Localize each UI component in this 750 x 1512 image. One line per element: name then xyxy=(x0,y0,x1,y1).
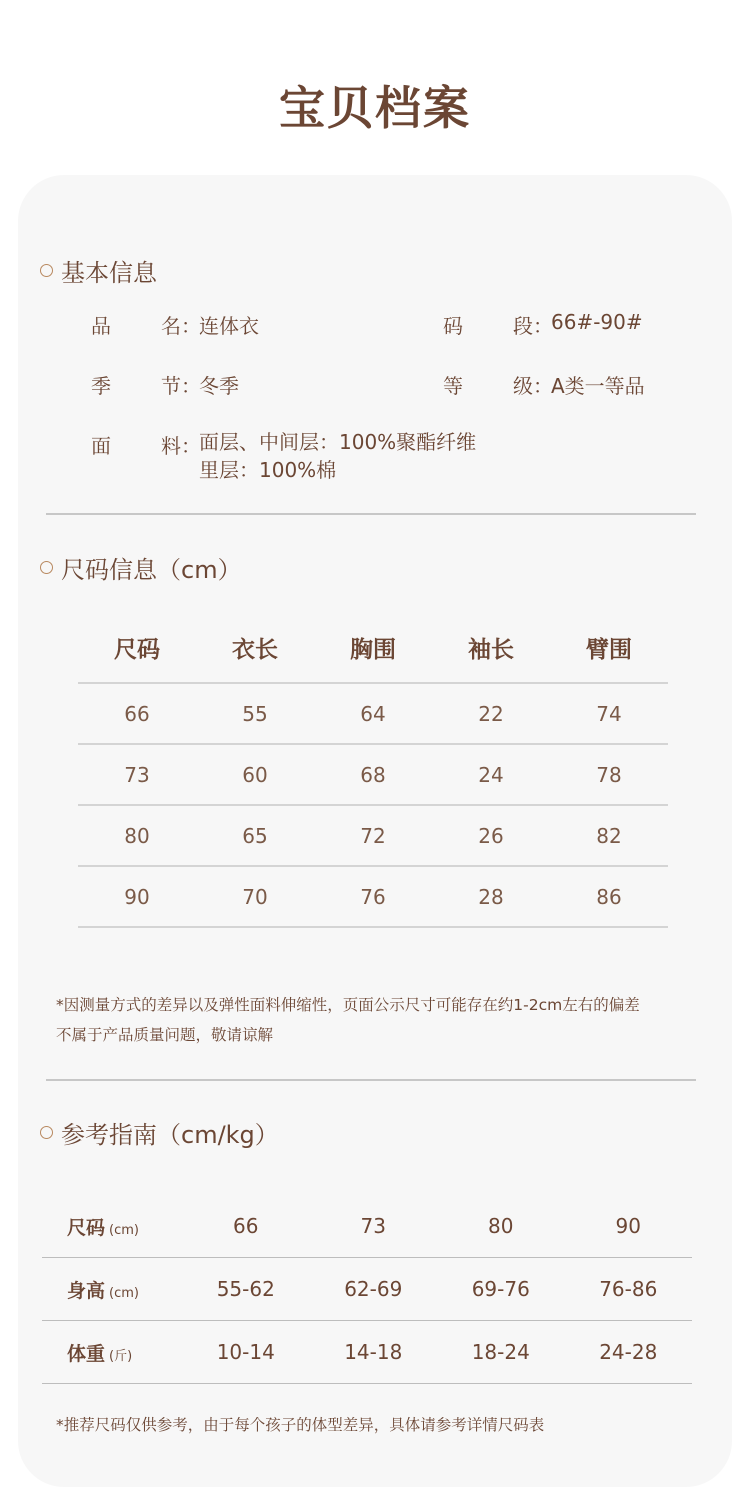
table-cell: 74 xyxy=(596,701,622,726)
page-title: 宝贝档案 xyxy=(279,81,471,135)
table-cell: 65 xyxy=(242,823,268,848)
table-cell: 80 xyxy=(124,823,150,848)
table-row xyxy=(42,1258,692,1321)
size-table xyxy=(78,612,668,928)
material-line-2: 里层：100%棉 xyxy=(199,458,337,482)
table-cell: 78 xyxy=(596,762,622,787)
header-cell: 臂围 xyxy=(586,636,632,663)
table-cell: 82 xyxy=(596,823,622,848)
table-cell: 80 xyxy=(488,1214,514,1238)
table-row xyxy=(42,1195,692,1258)
circle-bullet-icon xyxy=(40,561,53,574)
size-note-line-1: *因测量方式的差异以及弹性面料伸缩性，页面公示尺寸可能存在约1-2cm左右的偏差 xyxy=(56,996,640,1014)
table-cell: 22 xyxy=(478,701,504,726)
table-cell: 73 xyxy=(360,1214,386,1238)
info-row-name xyxy=(91,310,259,339)
info-label: 品 名： xyxy=(91,314,201,338)
table-cell: 66 xyxy=(233,1214,259,1238)
basic-info-heading xyxy=(40,253,157,288)
size-note xyxy=(56,990,640,1050)
table-cell: 60 xyxy=(242,762,268,787)
table-cell: 14-18 xyxy=(344,1340,403,1364)
product-profile-card xyxy=(18,175,732,1487)
table-cell: 76-86 xyxy=(599,1277,658,1301)
table-cell: 64 xyxy=(360,701,386,726)
size-note-line-2: 不属于产品质量问题，敬请谅解 xyxy=(56,1026,274,1044)
info-label: 季 节： xyxy=(91,374,201,398)
info-row-season xyxy=(91,370,239,399)
circle-bullet-icon xyxy=(40,264,53,277)
table-cell: 68 xyxy=(360,762,386,787)
table-cell: 28 xyxy=(478,884,504,909)
info-row-grade xyxy=(443,370,645,399)
material-line-1: 面层、中间层：100%聚酯纤维 xyxy=(199,430,477,454)
table-cell: 24-28 xyxy=(599,1340,658,1364)
table-cell: 90 xyxy=(615,1214,641,1238)
header-cell: 尺码 xyxy=(114,636,160,663)
table-cell: 69-76 xyxy=(471,1277,530,1301)
info-value: 66#-90# xyxy=(551,310,643,334)
reference-table xyxy=(42,1195,692,1384)
table-cell: 10-14 xyxy=(216,1340,275,1364)
header-cell: 衣长 xyxy=(232,636,278,663)
size-info-title: 尺码信息（cm） xyxy=(61,556,242,584)
guide-title: 参考指南（cm/kg） xyxy=(61,1121,279,1149)
table-cell: 90 xyxy=(124,884,150,909)
table-cell: 72 xyxy=(360,823,386,848)
table-cell: 73 xyxy=(124,762,150,787)
guide-note: *推荐尺码仅供参考，由于每个孩子的体型差异，具体请参考详情尺码表 xyxy=(56,1416,545,1434)
row-header: 尺码 (cm) xyxy=(67,1216,139,1239)
row-header: 身高 (cm) xyxy=(67,1279,139,1302)
info-label: 面 料： xyxy=(91,434,201,458)
circle-bullet-icon xyxy=(40,1126,53,1139)
section-divider xyxy=(46,1079,696,1081)
table-row xyxy=(78,743,668,804)
info-label: 码 段： xyxy=(443,314,553,338)
table-cell: 55-62 xyxy=(216,1277,275,1301)
guide-heading xyxy=(40,1115,279,1150)
table-cell: 26 xyxy=(478,823,504,848)
table-cell: 62-69 xyxy=(344,1277,403,1301)
info-row-material xyxy=(91,430,476,484)
size-info-heading xyxy=(40,550,242,585)
table-row xyxy=(42,1321,692,1384)
table-cell: 76 xyxy=(360,884,386,909)
table-cell: 86 xyxy=(596,884,622,909)
table-cell: 70 xyxy=(242,884,268,909)
table-cell: 66 xyxy=(124,701,150,726)
size-table-header xyxy=(78,612,668,682)
info-label: 等 级： xyxy=(443,374,553,398)
table-cell: 55 xyxy=(242,701,268,726)
row-header: 体重 (斤) xyxy=(67,1342,133,1365)
table-cell: 24 xyxy=(478,762,504,787)
section-divider xyxy=(46,513,696,515)
info-row-size-range xyxy=(443,310,643,338)
header-cell: 胸围 xyxy=(350,636,396,663)
table-row xyxy=(78,804,668,865)
info-value: 冬季 xyxy=(199,374,239,398)
table-row xyxy=(78,865,668,926)
table-row xyxy=(78,682,668,743)
info-value: 连体衣 xyxy=(199,314,259,338)
basic-info-title: 基本信息 xyxy=(61,259,157,287)
info-value: A类一等品 xyxy=(551,374,645,398)
table-cell: 18-24 xyxy=(471,1340,530,1364)
table-bottom-border xyxy=(78,926,668,928)
header-cell: 袖长 xyxy=(468,636,514,663)
